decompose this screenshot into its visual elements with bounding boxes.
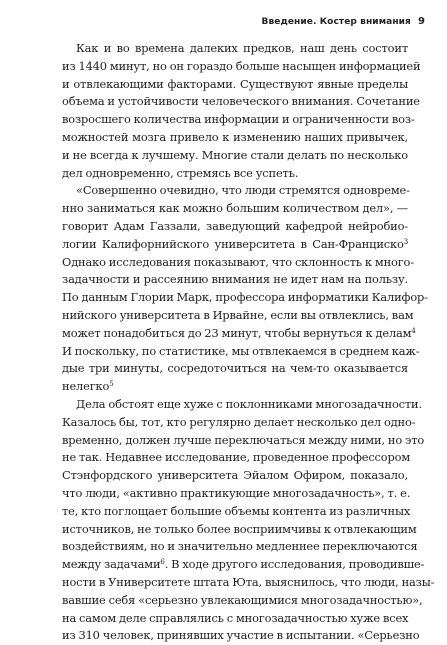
text-line: «Совершенно очевидно, что люди стремятся одновреме- (76, 183, 410, 198)
text-line: нийского университета в Ирвайне, если вы отвлеклись, вам (62, 307, 414, 322)
text-line-with-footnote (48, 236, 408, 254)
text-line-body: между задачами (62, 557, 161, 572)
text-line: Как и во времена далеких предков, наш день состоит (76, 41, 408, 55)
text-line: дые три минуты, сосредоточиться на чем-то оказывается (62, 361, 408, 376)
text-line: Казалось бы, тот, кто регулярно делает несколько дел одно- (62, 414, 416, 429)
text-line: можностей мозга привело к изменению наших привычек, (62, 129, 408, 144)
chapter-title: Введение. Костер внимания (261, 17, 411, 27)
footnote-marker: 5 (109, 380, 114, 389)
paragraph-1 (48, 40, 421, 182)
text-line: дел одновременно, стремясь все успеть. (62, 165, 299, 180)
paragraph-3 (48, 396, 435, 645)
text-line: те, кто поглощает большие объемы контента из различных (62, 503, 411, 518)
text-line: на самом деле справлялись с многозадачностью хуже всех (62, 610, 409, 625)
text-line: ности в Университете штата Юта, выяснилось, что люди, назы- (62, 574, 435, 589)
text-line: и отвлекающими факторами. Существуют явные пределы (62, 76, 408, 91)
text-line: Дела обстоят еще хуже с поклонниками многозадачности. (76, 396, 422, 411)
text-line-with-footnote (48, 378, 408, 396)
text-line: объема и устойчивости человеческого внимания. Сочетание (62, 94, 420, 109)
text-line-tail: . В ходе другого исследования, проводивше- (164, 557, 425, 572)
text-line-body: нелегко (62, 379, 110, 394)
text-line: вавшие себя «серьезно увлекающимися многозадачностью», (62, 592, 423, 607)
text-line: что люди, «активно практикующие многозадачность», т. е. (62, 485, 411, 500)
footnote-marker: 4 (411, 326, 416, 335)
body-text (48, 40, 435, 645)
paragraph-2 (48, 182, 428, 396)
text-line-body: логии Калифорнийского университета в Сан-Франциско (62, 236, 404, 251)
text-line: Стэнфордского университета Эйалом Офиром, показало, (62, 468, 408, 483)
text-line: воздействиям, но и значительно медленнее переключаются (62, 539, 418, 554)
text-line: И поскольку, по статистике, мы отвлекаемся в среднем каж- (62, 343, 420, 358)
footnote-marker: 3 (403, 237, 408, 246)
running-header (60, 16, 425, 27)
text-line: не так. Недавнее исследование, проведенное профессором (62, 450, 411, 465)
text-line: задачности и рассеянию внимания не идет нам на пользу. (62, 272, 408, 287)
text-line: говорит Адам Газзали, заведующий кафедрой нейробио- (62, 218, 408, 233)
text-line: из 1440 минут, но он гораздо больше насыщен информацией (62, 58, 421, 73)
text-line-body: может понадобиться до 23 минут, чтобы вернуться к делам (62, 325, 412, 340)
text-line-with-footnote (48, 325, 416, 343)
text-line-with-footnote (48, 556, 425, 574)
text-line: возросшего количества информации и ограниченности воз- (62, 112, 415, 127)
text-line: Однако исследования показывают, что склонность к много- (62, 254, 414, 269)
text-line: и не всегда к лучшему. Многие стали делать по несколько (62, 147, 408, 162)
text-line: временно, должен лучше переключаться между ними, но это (62, 432, 425, 447)
text-line: По данным Глории Марк, профессора информатики Калифор- (62, 290, 428, 305)
text-line: источников, не только более восприимчивы к отвлекающим (62, 521, 417, 536)
text-line: нно заниматься как можно большим количеством дел», — (62, 201, 408, 216)
footnote-marker: 6 (160, 558, 165, 567)
page-number: 9 (417, 16, 425, 27)
text-line: из 310 человек, принявших участие в испытании. «Серьезно (62, 628, 420, 643)
